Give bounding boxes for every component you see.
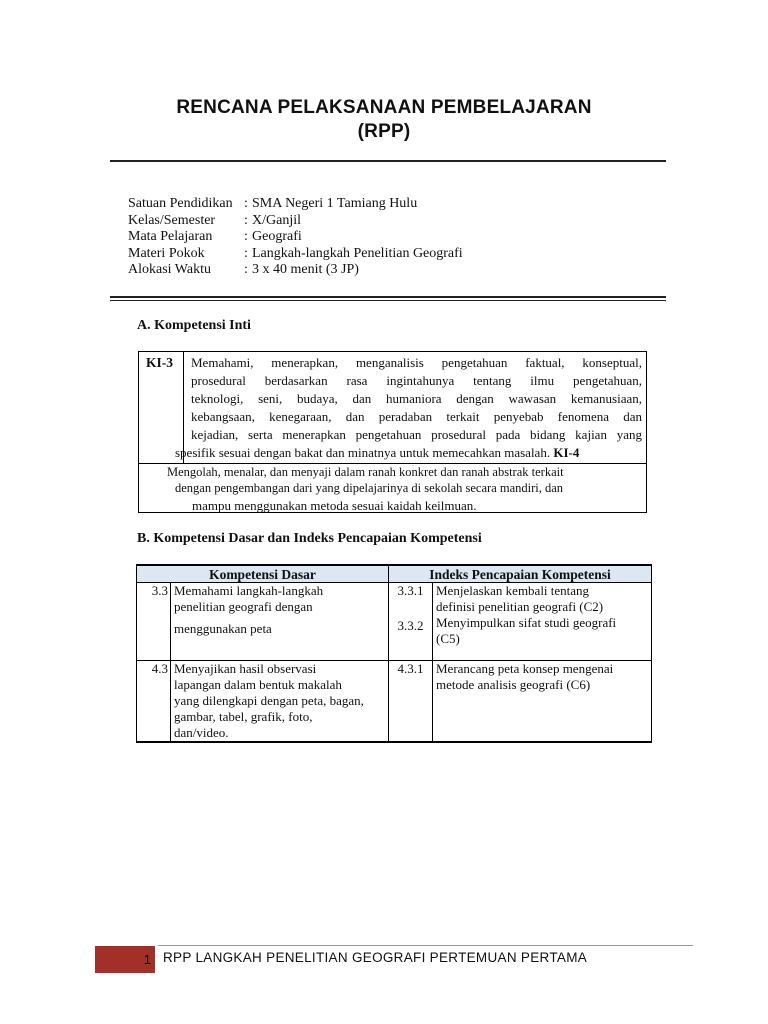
- kompetensi-inti-box: [138, 351, 647, 513]
- info-row: [128, 229, 463, 246]
- ki3-text: [191, 354, 642, 444]
- column-header-ipk: Indeks Pencapaian Kompetensi: [389, 565, 652, 583]
- document-subtitle: (RPP): [357, 121, 411, 142]
- ipk-line: Merancang peta konsep mengenai: [436, 661, 614, 676]
- info-separator: :: [244, 196, 248, 211]
- spacer: [389, 599, 432, 618]
- info-value: 3 x 40 menit (3 JP): [252, 262, 359, 277]
- title-divider: [110, 160, 666, 162]
- kd-line: dan/video.: [174, 725, 229, 740]
- ipk-line: Menyimpulkan sifat studi geografi: [436, 615, 617, 630]
- section-a-heading: A. Kompetensi Inti: [137, 318, 251, 333]
- ipk-number: 3.3.1: [397, 583, 424, 598]
- ipk-numbers: [389, 661, 433, 743]
- ki3-line: prosedural berdasarkan rasa ingintahunya tentang ilmu pengetahuan,: [191, 373, 642, 388]
- info-row: [128, 213, 463, 230]
- ipk-line: definisi penelitian geografi (C2): [436, 599, 604, 614]
- section-divider: [110, 296, 666, 298]
- info-label: Kelas/Semester: [128, 212, 216, 228]
- info-value: Langkah-langkah Penelitian Geografi: [252, 245, 463, 261]
- ipk-line: Menjelaskan kembali tentang: [436, 583, 590, 598]
- info-row: [128, 262, 463, 279]
- kd-ipk-table: [136, 564, 652, 743]
- kd-line: menggunakan peta: [174, 621, 272, 636]
- info-label: Mata Pelajaran: [128, 229, 213, 244]
- info-label: Satuan Pendidikan: [128, 196, 233, 211]
- ki3-line: kebangsaan, kenegaraan, dan peradaban terkait penyebab fenomena dan: [191, 409, 642, 424]
- info-separator: :: [244, 262, 248, 277]
- info-row: [128, 246, 463, 263]
- table-row: [137, 583, 652, 661]
- kd-line: lapangan dalam bentuk makalah: [174, 677, 342, 692]
- info-separator: :: [244, 212, 248, 228]
- ki3-last-line: [175, 444, 579, 462]
- info-value: Geografi: [252, 229, 302, 244]
- ipk-number: 4.3.1: [397, 661, 424, 676]
- info-separator: :: [244, 245, 248, 261]
- ki3-line: kejadian, serta menerapkan pengetahuan prosedural pada bidang kajian yang: [191, 427, 642, 442]
- section-b-heading: B. Kompetensi Dasar dan Indeks Pencapaian Kompetensi: [137, 531, 482, 546]
- ki4-label: KI-4: [553, 445, 580, 460]
- table-header-row: [137, 565, 652, 583]
- footer-divider: [158, 945, 693, 946]
- table-row: [137, 661, 652, 743]
- info-separator: :: [244, 229, 248, 244]
- ipk-line: (C5): [436, 631, 460, 646]
- kd-number: 3.3: [137, 583, 171, 661]
- ki4-line: Mengolah, menalar, dan menyaji dalam ranah konkret dan ranah abstrak terkait: [167, 465, 564, 479]
- kd-line: Menyajikan hasil observasi: [174, 661, 317, 676]
- document-title: RENCANA PELAKSANAAN PEMBELAJARAN: [176, 97, 592, 118]
- info-row: [128, 196, 463, 213]
- ipk-text: [433, 583, 652, 661]
- kd-line: yang dilengkapi dengan peta, bagan,: [174, 693, 364, 708]
- kd-line: gambar, tabel, grafik, foto,: [174, 709, 313, 724]
- ipk-numbers: [389, 583, 433, 661]
- ki3-line: Memahami, menerapkan, menganalisis pengetahuan faktual, konseptual,: [191, 355, 642, 370]
- identity-block: [128, 196, 463, 279]
- info-value: X/Ganjil: [252, 212, 301, 228]
- info-label: Materi Pokok: [128, 245, 205, 261]
- ki4-line: dengan pengembangan dari yang dipelajarinya di sekolah secara mandiri, dan: [175, 481, 564, 495]
- section-divider: [110, 300, 666, 301]
- kd-line: penelitian geografi dengan: [174, 599, 313, 614]
- kd-text: [171, 583, 389, 661]
- info-label: Alokasi Waktu: [128, 262, 211, 277]
- kd-text: [171, 661, 389, 743]
- info-value: SMA Negeri 1 Tamiang Hulu: [252, 196, 418, 211]
- ki4-text: [167, 464, 637, 515]
- kd-line: Memahami langkah-langkah: [174, 583, 324, 598]
- column-header-kd: Kompetensi Dasar: [137, 565, 389, 583]
- ipk-text: [433, 661, 652, 743]
- ki4-line: mampu menggunakan metoda sesuai kaidah keilmuan.: [192, 498, 477, 513]
- ki3-line: teknologi, seni, budaya, dan humaniora dengan wawasan kemanusiaan,: [191, 391, 642, 406]
- ipk-number: 3.3.2: [397, 618, 424, 633]
- ki3-line: spesifik sesuai dengan bakat dan minatnya untuk memecahkan masalah.: [175, 445, 551, 460]
- kd-number: 4.3: [137, 661, 171, 743]
- ki3-label: KI-3: [146, 355, 173, 370]
- footer-title: RPP LANGKAH PENELITIAN GEOGRAFI PERTEMUAN PERTAMA: [163, 950, 588, 965]
- page-number: 1: [143, 952, 151, 967]
- ipk-line: metode analisis geografi (C6): [436, 677, 591, 692]
